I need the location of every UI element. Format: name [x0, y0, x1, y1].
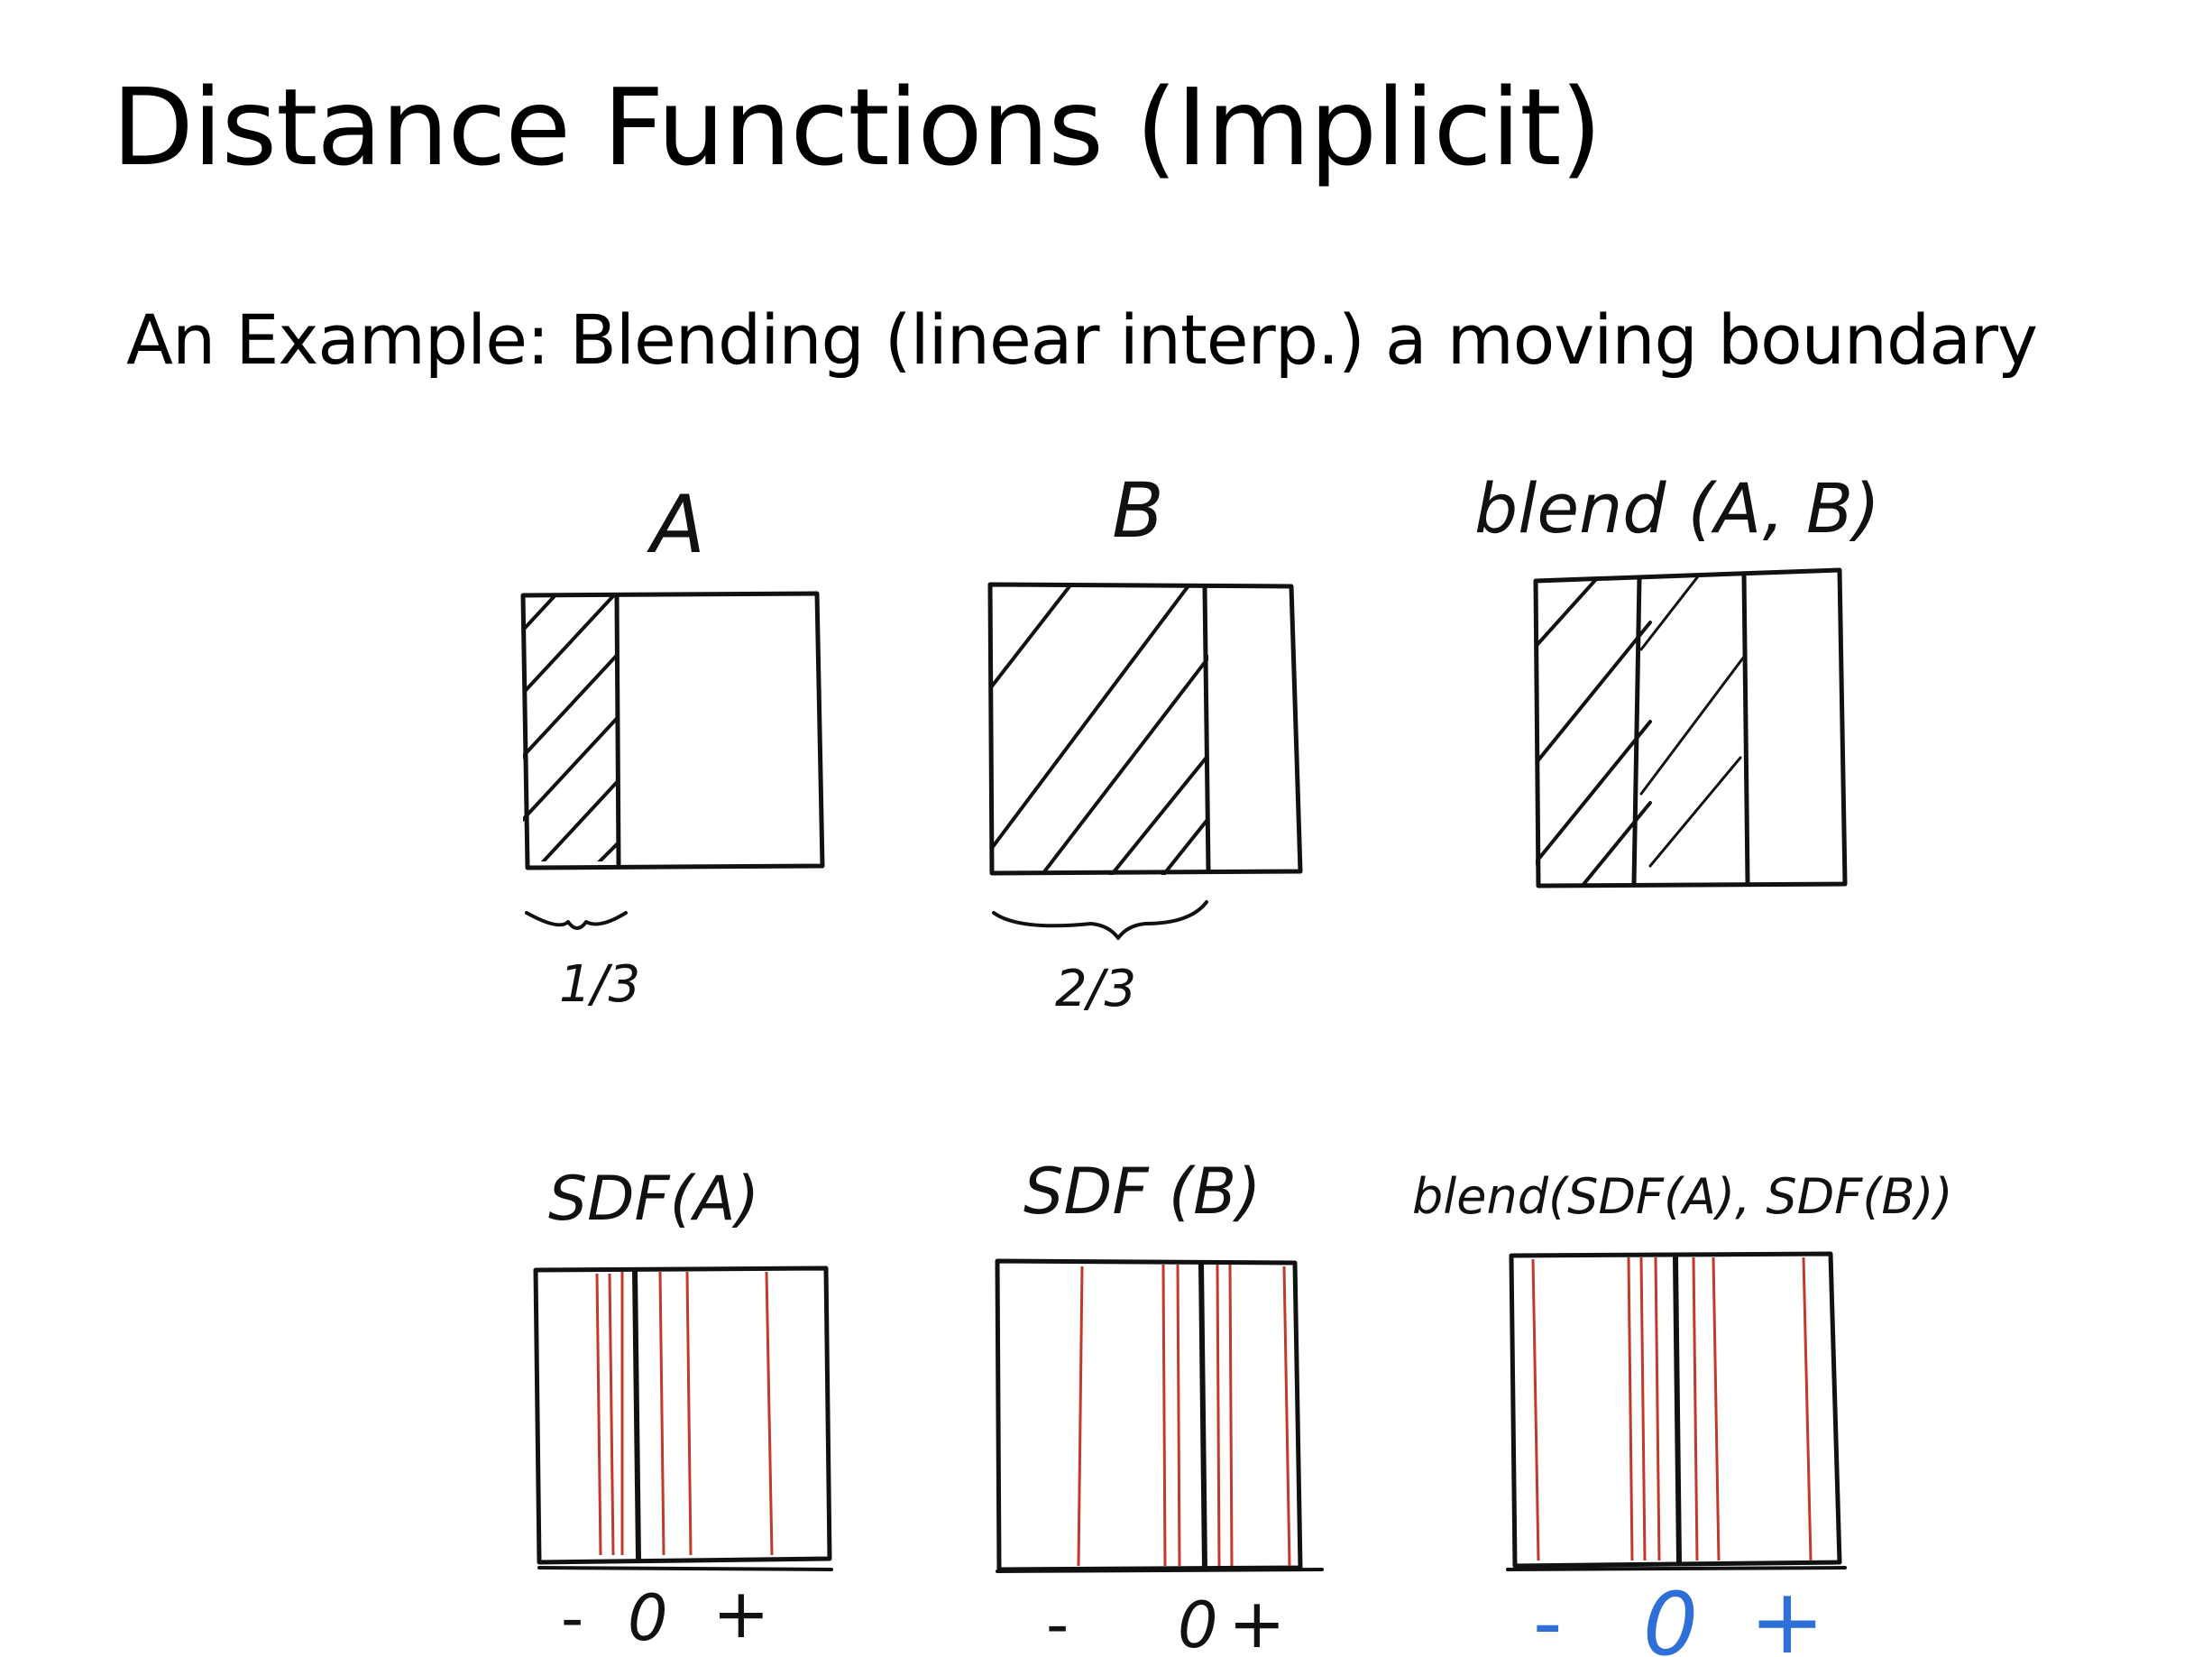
fraction-two-thirds: 2/3	[1055, 960, 1137, 1018]
axis-minus-b: -	[1046, 1588, 1069, 1657]
hatching-blend	[1533, 559, 1749, 902]
box-sdf-a	[536, 1268, 831, 1570]
hatching-b	[978, 541, 1235, 920]
label-sdf-b: SDF (B)	[1023, 1155, 1262, 1229]
label-b: B	[1112, 466, 1164, 555]
label-blend-sdf: blend(SDF(A), SDF(B))	[1412, 1168, 1953, 1225]
label-blend-ab: blend (A, B)	[1474, 468, 1880, 548]
box-blend-sdf	[1508, 1254, 1845, 1570]
axis-zero-b: 0	[1178, 1588, 1218, 1657]
slide-title: Distance Functions (Implicit)	[112, 65, 1602, 189]
axis-minus-a: -	[561, 1581, 584, 1655]
label-a: A	[650, 478, 706, 571]
level-lines-blend-sdf	[1533, 1257, 1811, 1560]
level-lines-sdf-b	[1078, 1265, 1290, 1566]
axis-zero-blend: 0	[1643, 1574, 1699, 1657]
axis-minus-blend: -	[1533, 1576, 1563, 1657]
label-sdf-a: SDF(A)	[548, 1164, 760, 1235]
axis-plus-b: +	[1228, 1583, 1286, 1657]
level-lines-sdf-a	[597, 1272, 772, 1555]
box-sdf-b	[997, 1261, 1322, 1571]
fraction-one-third: 1/3	[559, 955, 641, 1014]
box-blend-ab	[1533, 559, 1845, 902]
box-a	[505, 523, 822, 928]
axis-plus-blend: +	[1749, 1569, 1825, 1657]
box-b	[978, 541, 1300, 938]
axis-plus-a: +	[712, 1573, 770, 1653]
slide-subtitle: An Example: Blending (linear interp.) a moving boundary	[126, 299, 2038, 380]
axis-zero-a: 0	[628, 1581, 668, 1655]
